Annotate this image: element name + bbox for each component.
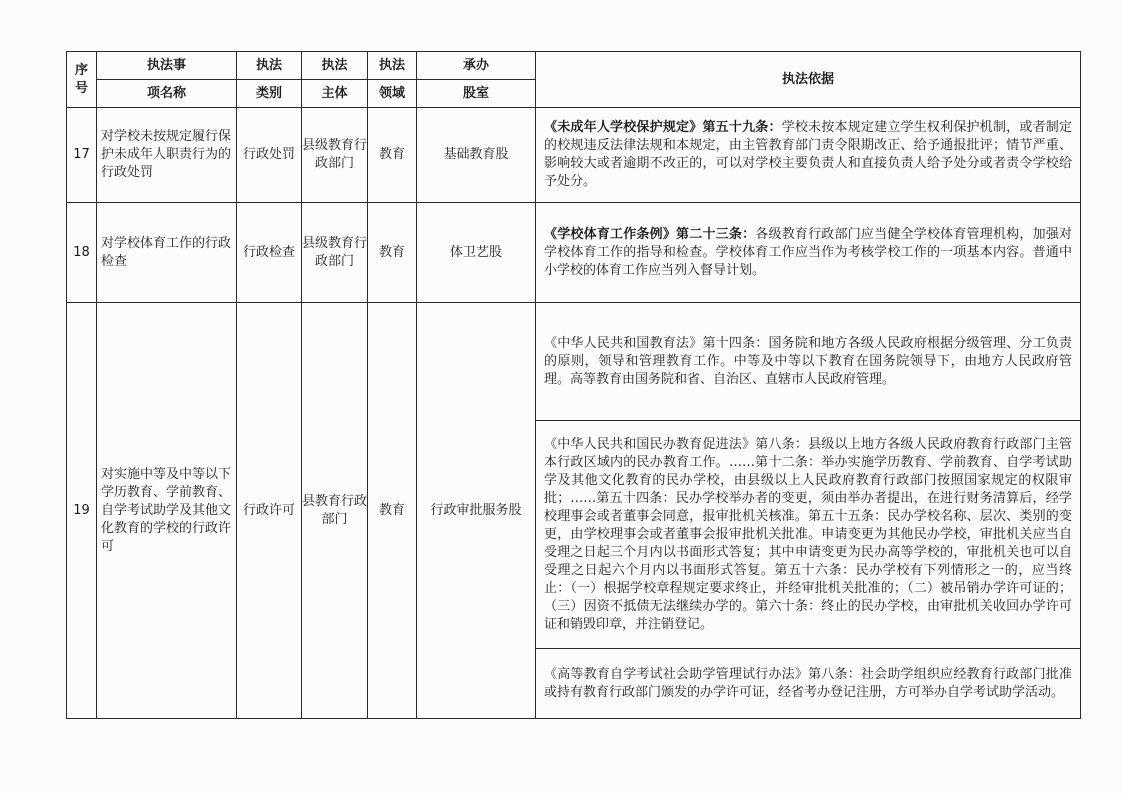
header-item-bottom: 项名称 [97,80,237,108]
enforcement-category: 行政处罚 [237,108,302,203]
item-name: 对实施中等及中等以下学历教育、学前教育、自学考试助学及其他文化教育的学校的行政许可 [97,303,237,719]
header-category-top: 执法 [237,52,302,80]
header-category-bottom: 类别 [237,80,302,108]
law-enforcement-table [66,51,1081,719]
row-number: 19 [67,303,97,719]
header-basis: 执法依据 [536,52,1081,108]
table-row [67,303,1081,421]
header-office-top: 承办 [417,52,536,80]
enforcement-subject: 县级教育行政部门 [302,108,368,203]
table-row [67,108,1081,203]
enforcement-category: 行政许可 [237,303,302,719]
enforcement-subject: 县级教育行政部门 [302,203,368,303]
enforcement-basis-self-study-exam: 《高等教育自学考试社会助学管理试行办法》第八条：社会助学组织应经教育行政部门批准或持有教育行政部门颁发的办学许可证，经省考办登记注册，方可举办自学考试助学活动。 [536,649,1081,719]
row-number: 18 [67,203,97,303]
handling-office: 体卫艺股 [417,203,536,303]
header-seq: 序 号 [67,52,97,108]
enforcement-basis-education-law: 《中华人民共和国教育法》第十四条：国务院和地方各级人民政府根据分级管理、分工负责的原则，领导和管理教育工作。中等及中等以下教育在国务院领导下，由地方人民政府管理。高等教育由国务院和省、自治区、直辖市人民政府管理。 [536,303,1081,421]
enforcement-subject: 县教育行政部门 [302,303,368,719]
enforcement-field: 教育 [368,108,417,203]
table-row [67,203,1081,303]
handling-office: 行政审批服务股 [417,303,536,719]
header-row-top [67,52,1081,80]
row-number: 17 [67,108,97,203]
item-name: 对学校体育工作的行政检查 [97,203,237,303]
header-item-top: 执法事 [97,52,237,80]
basis-citation: 《学校体育工作条例》第二十三条： [544,226,756,242]
enforcement-field: 教育 [368,203,417,303]
handling-office: 基础教育股 [417,108,536,203]
header-subject-top: 执法 [302,52,368,80]
basis-text: 各级教育行政部门应当健全学校体育管理机构，加强对学校体育工作的指导和检查。学校体育工作应当作为考核学校工作的一项基本内容。普通中小学校的体育工作应当列入督导计划。 [544,226,1072,278]
header-office-bottom: 股室 [417,80,536,108]
header-field-bottom: 领域 [368,80,417,108]
enforcement-basis-private-education-law: 《中华人民共和国民办教育促进法》第八条：县级以上地方各级人民政府教育行政部门主管本行政区域内的民办教育工作。……第十二条：举办实施学历教育、学前教育、自学考试助学及其他文化教育的民办学校，由县级以上人民政府教育行政部门按照国家规定的权限审批；……第五十四条：民办学校举办者的变更，须由举办者提出，在进行财务清算后，经学校理事会或者董事会同意，报审批机关核准。第五十五条：民办学校名称、层次、类别的变更，由学校理事会或者董事会报审批机关批准。申请变更为其他民办学校，审批机关应当自受理之日起三个月内以书面形式答复；其中申请变更为民办高等学校的，审批机关也可以自受理之日起六个月内以书面形式答复。第五十六条：民办学校有下列情形之一的，应当终止：（一）根据学校章程规定要求终止，并经审批机关批准的；（二）被吊销办学许可证的；（三）因资不抵债无法继续办学的。第六十条：终止的民办学校，由审批机关收回办学许可证和销毁印章，并注销登记。 [536,421,1081,649]
enforcement-basis [536,108,1081,203]
basis-text: 学校未按本规定建立学生权利保护机制，或者制定的校规违反法律法规和本规定，由主管教育部门责令限期改正、给予通报批评；情节严重、影响较大或者逾期不改正的，可以对学校主要负责人和直接负责人给予处分或者责令学校给予处分。 [544,120,1072,189]
enforcement-basis [536,203,1081,303]
enforcement-category: 行政检查 [237,203,302,303]
enforcement-field: 教育 [368,303,417,719]
header-subject-bottom: 主体 [302,80,368,108]
basis-citation: 《未成年人学校保护规定》第五十九条： [544,120,782,135]
header-field-top: 执法 [368,52,417,80]
item-name: 对学校未按规定履行保护未成年人职责行为的行政处罚 [97,108,237,203]
